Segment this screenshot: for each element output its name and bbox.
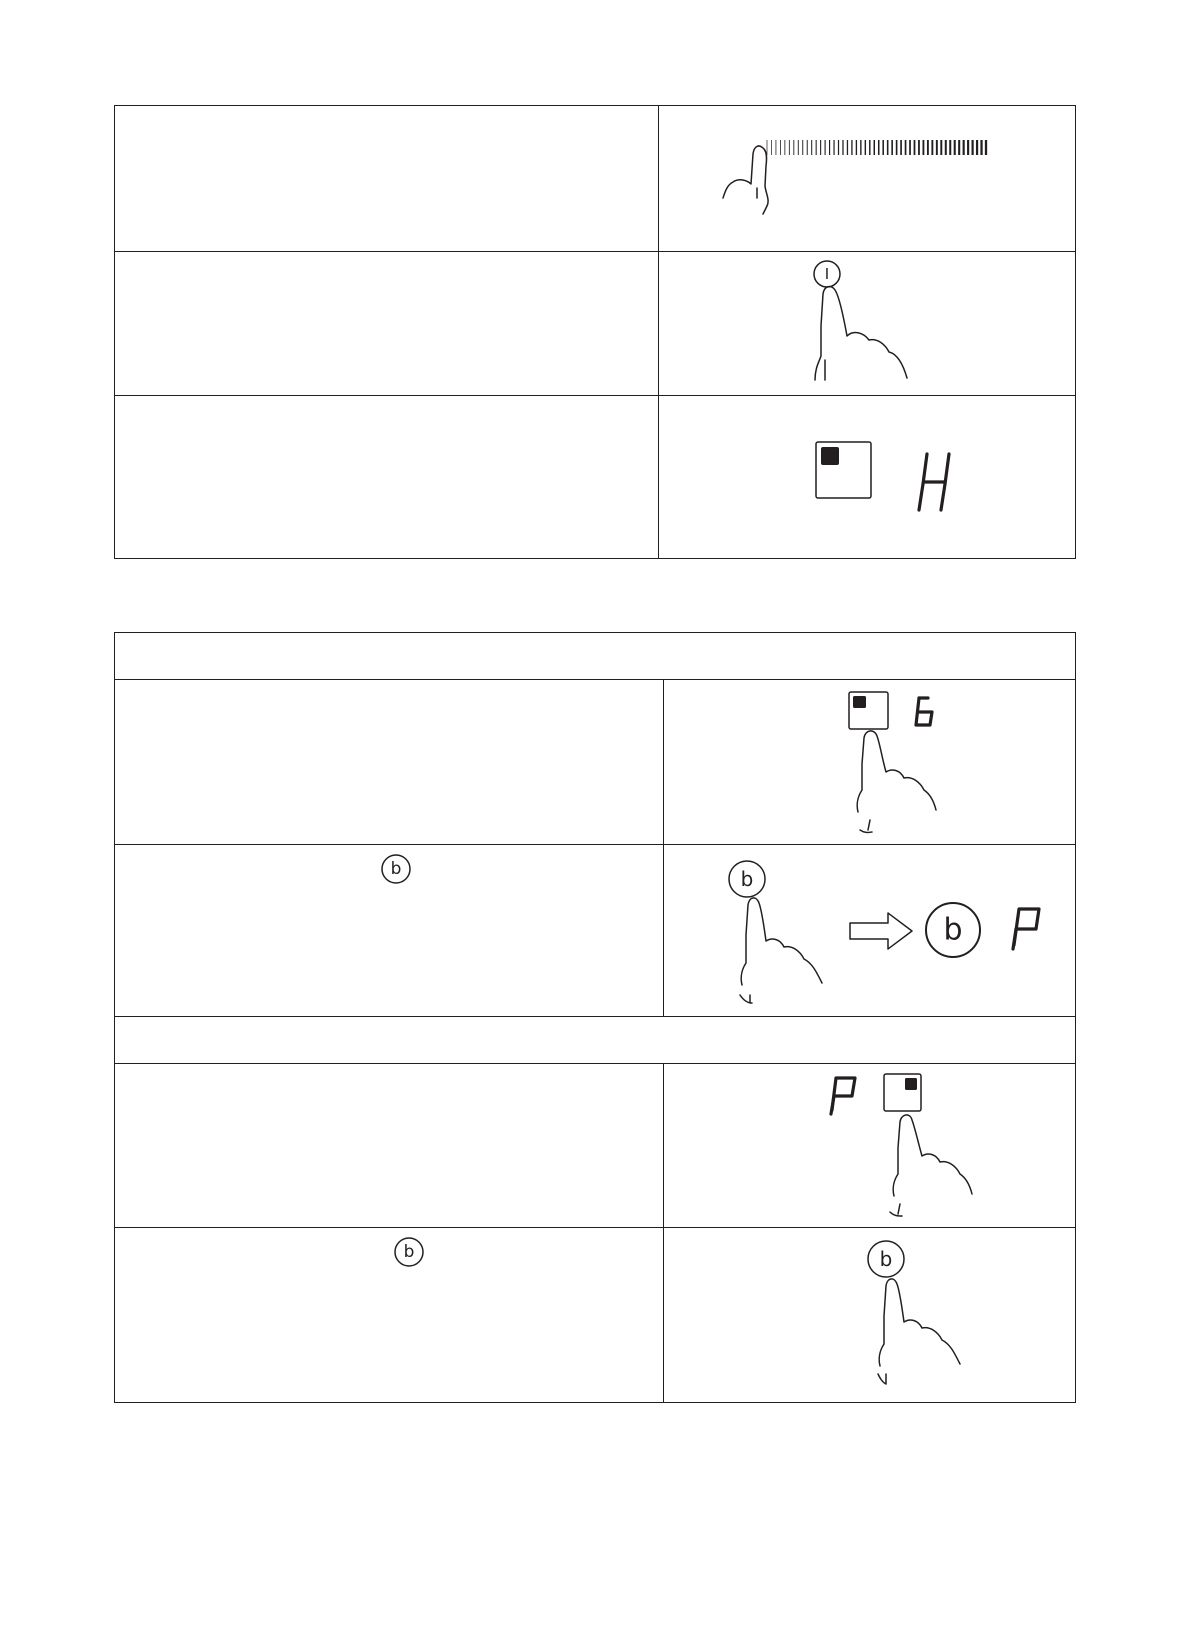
illustration-cell	[664, 845, 1076, 1017]
arrow-right-icon	[850, 913, 912, 949]
svg-text:b: b	[740, 867, 754, 891]
zone-indicator-illustration	[659, 396, 1076, 559]
instruction-text-cell	[115, 680, 664, 845]
pressing-finger-icon	[740, 898, 822, 1003]
zone-indicator-dot	[853, 696, 866, 708]
finger-press-boost-illustration	[664, 845, 1076, 1017]
swipe-finger-icon	[723, 146, 768, 214]
seven-segment-h-icon	[919, 454, 949, 510]
zone-indicator-dot	[905, 1078, 917, 1090]
illustration-cell	[664, 1228, 1076, 1403]
svg-text:b: b	[403, 1242, 415, 1262]
svg-text:b: b	[390, 859, 402, 879]
instruction-text-cell	[115, 252, 659, 396]
finger-press-zone-illustration	[664, 1064, 1076, 1228]
section-header-cell	[115, 633, 1076, 680]
boost-inline-icon	[379, 852, 413, 886]
pressing-finger-icon	[890, 1115, 972, 1216]
instruction-text-cell	[115, 845, 664, 1017]
illustration-cell	[664, 680, 1076, 845]
instruction-text-cell	[115, 396, 659, 559]
instruction-table-1	[114, 105, 1076, 559]
boost-inline-icon	[392, 1235, 426, 1269]
power-symbol: I	[824, 265, 830, 283]
finger-press-power-illustration	[659, 252, 1076, 396]
svg-text:b: b	[943, 912, 963, 948]
svg-text:b: b	[879, 1247, 893, 1271]
illustration-cell	[659, 106, 1076, 252]
seven-segment-p-icon	[1013, 909, 1039, 949]
pressing-finger-icon	[857, 731, 936, 833]
seven-segment-6-icon	[916, 698, 932, 725]
finger-swipe-slider-illustration	[659, 106, 1076, 252]
illustration-cell	[664, 1064, 1076, 1228]
illustration-cell	[659, 252, 1076, 396]
pressing-finger-icon	[815, 287, 907, 380]
section-header-cell	[115, 1017, 1076, 1064]
pressing-finger-icon	[878, 1279, 960, 1384]
slider-bar-icon	[767, 140, 986, 155]
instruction-text-cell	[115, 1064, 664, 1228]
instruction-table-2	[114, 632, 1076, 1403]
finger-press-boost-illustration	[664, 1228, 1076, 1403]
seven-segment-p-icon	[831, 1078, 855, 1114]
instruction-text-cell	[115, 1228, 664, 1403]
illustration-cell	[659, 396, 1076, 559]
zone-indicator-dot	[821, 447, 839, 465]
finger-press-zone-illustration	[664, 680, 1076, 845]
instruction-text-cell	[115, 106, 659, 252]
